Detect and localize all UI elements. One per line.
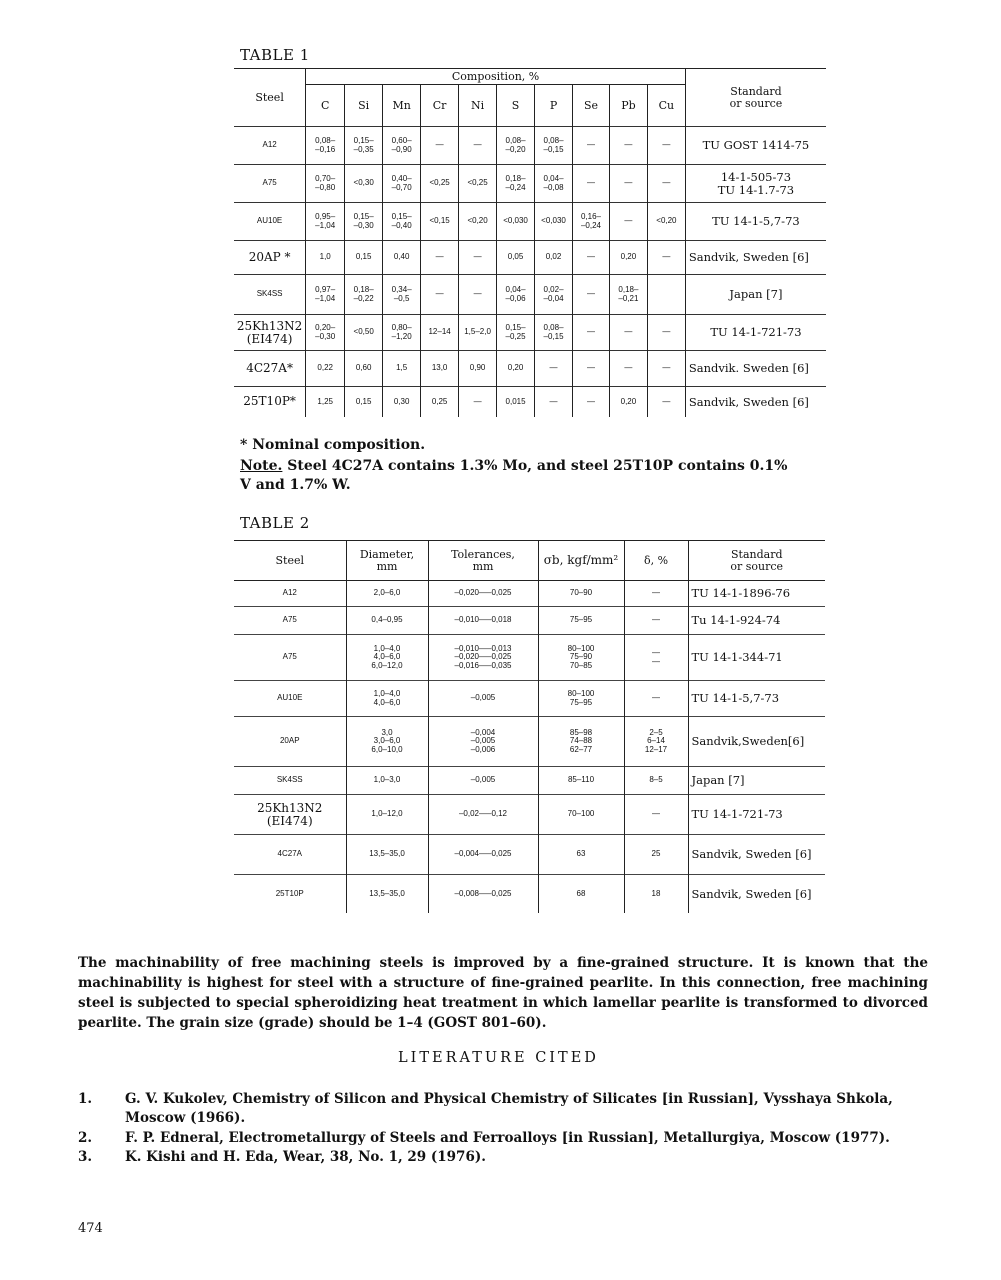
t1-cell: 0,20: [609, 241, 647, 275]
t2-diameter: 1,0–3,0: [346, 767, 428, 795]
t1-cell: 0,22: [306, 351, 345, 387]
t2-sigma: 70–90: [538, 581, 624, 607]
t1-header-steel: Steel: [255, 90, 284, 104]
t1-cell: 0,02: [535, 241, 573, 275]
table2-caption: TABLE 2: [240, 514, 310, 532]
t1-steel-name: 25T10P*: [234, 387, 306, 417]
t1-cell: 0,15– –0,35: [345, 127, 383, 165]
t1-cell: 0,70– –0,80: [306, 165, 345, 203]
t2-row: [234, 581, 825, 607]
t1-header-cr: Cr: [421, 85, 459, 127]
t1-standard: 14-1-505-73 TU 14-1.7-73: [685, 165, 826, 203]
t1-row: [234, 387, 826, 417]
table1-note: [240, 457, 800, 495]
t2-row: [234, 717, 825, 767]
t1-cell: 0,08– –0,20: [497, 127, 535, 165]
t1-cell: —: [647, 351, 685, 387]
t1-cell: <0,50: [345, 315, 383, 351]
t1-cell: 1,5–2,0: [459, 315, 497, 351]
t1-header-cu: Cu: [647, 85, 685, 127]
t2-tolerances: –0,004—–0,025: [428, 835, 538, 875]
t1-cell: —: [459, 275, 497, 315]
t1-cell: —: [421, 241, 459, 275]
t2-standard: TU 14-1-5,7-73: [688, 681, 825, 717]
t1-header-p: P: [535, 85, 573, 127]
t1-cell: —: [535, 387, 573, 417]
t1-row: [234, 127, 826, 165]
t1-steel-name: 4C27A*: [234, 351, 306, 387]
t1-cell: 0,15– –0,30: [345, 203, 383, 241]
t2-diameter: 1,0–4,0 4,0–6,0 6,0–12,0: [346, 635, 428, 681]
t1-cell: 0,40: [383, 241, 421, 275]
t2-tolerances: –0,020—–0,025: [428, 581, 538, 607]
t2-row: [234, 767, 825, 795]
t1-standard: Sandvik. Sweden [6]: [685, 351, 826, 387]
t1-cell: —: [459, 127, 497, 165]
t1-cell: —: [609, 165, 647, 203]
t1-header-mn: Mn: [383, 85, 421, 127]
t1-cell: —: [647, 165, 685, 203]
t2-steel: 4C27A: [277, 849, 302, 859]
t2-standard: TU 14-1-1896-76: [688, 581, 825, 607]
t2-diameter: 1,0–12,0: [346, 795, 428, 835]
t2-delta: —: [624, 681, 688, 717]
note-label: Note.: [240, 458, 283, 474]
t2-steel: AU10E: [277, 693, 303, 703]
reference-3-number: 3.: [78, 1149, 93, 1165]
t1-cell: 0,18– –0,21: [609, 275, 647, 315]
t2-delta: 8–5: [624, 767, 688, 795]
t2-row: [234, 635, 825, 681]
t1-cell: 0,97– –1,04: [306, 275, 345, 315]
t1-cell: —: [609, 203, 647, 241]
t1-header-se: Se: [573, 85, 610, 127]
t1-row: [234, 315, 826, 351]
t1-cell: 0,25: [421, 387, 459, 417]
t1-cell: —: [459, 387, 497, 417]
t1-cell: —: [573, 241, 610, 275]
t2-standard: Sandvik, Sweden [6]: [688, 875, 825, 913]
t2-delta: — —: [624, 635, 688, 681]
t2-steel: 25T10P: [275, 888, 304, 898]
t1-cell: 0,15: [345, 387, 383, 417]
t2-tolerances: –0,005: [428, 767, 538, 795]
t2-row: [234, 795, 825, 835]
t2-standard: TU 14-1-721-73: [688, 795, 825, 835]
t1-cell: <0,25: [459, 165, 497, 203]
t1-cell: 12–14: [421, 315, 459, 351]
t2-diameter: 1,0–4,0 4,0–6,0: [346, 681, 428, 717]
t2-sigma: 68: [538, 875, 624, 913]
t2-row: [234, 607, 825, 635]
t1-cell: 0,05: [497, 241, 535, 275]
t1-steel-name: 20AP *: [234, 241, 306, 275]
t2-standard: Sandvik,Sweden[6]: [688, 717, 825, 767]
t1-cell: —: [573, 275, 610, 315]
t2-tolerances: –0,02—–0,12: [428, 795, 538, 835]
t1-cell: —: [647, 241, 685, 275]
t1-cell: [647, 275, 685, 315]
t1-cell: 1,5: [383, 351, 421, 387]
t1-cell: 0,15: [345, 241, 383, 275]
reference-1: [78, 1090, 938, 1130]
t1-cell: —: [573, 315, 610, 351]
t1-cell: 0,20– –0,30: [306, 315, 345, 351]
reference-2-number: 2.: [78, 1130, 93, 1146]
t1-cell: —: [573, 165, 610, 203]
t2-sigma: 75–95: [538, 607, 624, 635]
t2-row: [234, 681, 825, 717]
t1-cell: 0,20: [497, 351, 535, 387]
t2-steel: A75: [282, 615, 297, 625]
t1-cell: 1,0: [306, 241, 345, 275]
t1-standard: Sandvik, Sweden [6]: [685, 241, 826, 275]
t1-cell: 0,08– –0,16: [306, 127, 345, 165]
t2-header-diameter: Diameter, mm: [346, 541, 428, 581]
reference-2-text: F. P. Edneral, Electrometallurgy of Steels and Ferroalloys [in Russian], Metallurgiya, Moscow (1977).: [125, 1130, 890, 1146]
t1-cell: 0,08– –0,15: [535, 127, 573, 165]
t2-diameter: 13,5–35,0: [346, 835, 428, 875]
t2-sigma: 70–100: [538, 795, 624, 835]
t2-sigma: 63: [538, 835, 624, 875]
t1-cell: 0,15– –0,25: [497, 315, 535, 351]
table2: [234, 540, 825, 913]
t1-cell: —: [647, 387, 685, 417]
t2-delta: —: [624, 607, 688, 635]
t2-header-delta: δ, %: [624, 541, 688, 581]
t1-cell: <0,30: [345, 165, 383, 203]
t1-cell: <0,030: [535, 203, 573, 241]
table1: [234, 68, 826, 417]
t2-header-sigma: σb, kgf/mm²: [538, 541, 624, 581]
t1-cell: —: [609, 315, 647, 351]
t1-header-s: S: [497, 85, 535, 127]
reference-1-text: G. V. Kukolev, Chemistry of Silicon and Physical Chemistry of Silicates [in Russian], Vysshaya Shkola, Moscow (1966).: [125, 1091, 893, 1126]
t1-cell: 0,15– –0,40: [383, 203, 421, 241]
t2-steel: 25Kh13N2 (EI474): [257, 800, 323, 828]
t1-cell: <0,20: [459, 203, 497, 241]
t1-standard: Japan [7]: [685, 275, 826, 315]
t2-header-standard: Standard or source: [688, 541, 825, 581]
t2-delta: 25: [624, 835, 688, 875]
t2-diameter: 3,0 3,0–6,0 6,0–10,0: [346, 717, 428, 767]
t1-cell: 0,60: [345, 351, 383, 387]
t2-tolerances: –0,008—–0,025: [428, 875, 538, 913]
t1-cell: 0,80– –1,20: [383, 315, 421, 351]
t1-steel-name: A12: [234, 127, 306, 165]
t1-row: [234, 241, 826, 275]
t1-cell: —: [573, 127, 610, 165]
t1-cell: —: [459, 241, 497, 275]
t1-cell: 0,20: [609, 387, 647, 417]
body-paragraph: The machinability of free machining steels is improved by a fine-grained structure. It is known that the machinability is highest for steel with a structure of fine-grained pearlite. In this connection, free machining steel is subjected to special spheroidizing heat treatment in which lamellar pearlite is transformed to divorced pearlite. The grain size (grade) should be 1–4 (GOST 801–60).: [78, 955, 928, 1031]
t1-standard: Sandvik, Sweden [6]: [685, 387, 826, 417]
t2-sigma: 80–100 75–95: [538, 681, 624, 717]
t1-steel-name: SK4SS: [234, 275, 306, 315]
t1-header-standard: Standard or source: [685, 69, 826, 127]
t2-steel: 20AP: [279, 736, 300, 746]
t1-header-pb: Pb: [609, 85, 647, 127]
table1-footnote: * Nominal composition.: [240, 437, 426, 453]
t1-steel-name: AU10E: [234, 203, 306, 241]
t1-cell: 0,95– –1,04: [306, 203, 345, 241]
t1-cell: 0,34– –0,5: [383, 275, 421, 315]
t1-cell: 0,02– –0,04: [535, 275, 573, 315]
t1-cell: —: [647, 315, 685, 351]
t1-cell: 1,25: [306, 387, 345, 417]
t2-diameter: 13,5–35,0: [346, 875, 428, 913]
t1-cell: 0,18– –0,22: [345, 275, 383, 315]
t1-cell: —: [573, 387, 610, 417]
t1-header-c: C: [306, 85, 345, 127]
t1-row: [234, 275, 826, 315]
t1-cell: <0,030: [497, 203, 535, 241]
t1-row: [234, 165, 826, 203]
t2-tolerances: –0,004 –0,005 –0,006: [428, 717, 538, 767]
t2-steel: A12: [282, 588, 297, 598]
t1-cell: 0,015: [497, 387, 535, 417]
t1-row: [234, 203, 826, 241]
t2-standard: Japan [7]: [688, 767, 825, 795]
t2-delta: 18: [624, 875, 688, 913]
t2-tolerances: –0,010—–0,018: [428, 607, 538, 635]
t1-cell: 0,08– –0,15: [535, 315, 573, 351]
t1-cell: 13,0: [421, 351, 459, 387]
t1-steel-name: A75: [234, 165, 306, 203]
t2-sigma: 85–98 74–88 62–77: [538, 717, 624, 767]
reference-1-number: 1.: [78, 1091, 93, 1107]
t1-cell: 0,40– –0,70: [383, 165, 421, 203]
t2-header-tolerances: Tolerances, mm: [428, 541, 538, 581]
t1-cell: —: [609, 351, 647, 387]
literature-heading: LITERATURE CITED: [398, 1050, 599, 1066]
t1-header-si: Si: [345, 85, 383, 127]
t1-header-composition: Composition, %: [306, 69, 686, 85]
reference-2: [78, 1129, 938, 1149]
t1-steel-name: 25Kh13N2 (EI474): [234, 315, 306, 351]
reference-3: [78, 1148, 938, 1168]
note-text: Steel 4C27A contains 1.3% Mo, and steel 25T10P contains 0.1% V and 1.7% W.: [240, 458, 788, 493]
t2-steel: SK4SS: [276, 775, 303, 785]
t1-cell: 0,18– –0,24: [497, 165, 535, 203]
t2-diameter: 0,4–0,95: [346, 607, 428, 635]
reference-3-text: K. Kishi and H. Eda, Wear, 38, No. 1, 29 (1976).: [125, 1149, 486, 1165]
t1-cell: —: [647, 127, 685, 165]
table1-caption: TABLE 1: [240, 46, 310, 64]
t1-standard: TU 14-1-5,7-73: [685, 203, 826, 241]
t1-cell: <0,20: [647, 203, 685, 241]
t1-row: [234, 351, 826, 387]
t1-cell: <0,25: [421, 165, 459, 203]
t2-tolerances: –0,010—–0,013 –0,020—–0,025 –0,016—–0,035: [428, 635, 538, 681]
t2-sigma: 80–100 75–90 70–85: [538, 635, 624, 681]
t1-cell: —: [573, 351, 610, 387]
t2-sigma: 85–110: [538, 767, 624, 795]
t1-cell: —: [421, 127, 459, 165]
t2-delta: —: [624, 581, 688, 607]
t1-standard: TU GOST 1414-75: [685, 127, 826, 165]
t1-cell: 0,04– –0,06: [497, 275, 535, 315]
t1-cell: 0,60– –0,90: [383, 127, 421, 165]
t2-standard: Sandvik, Sweden [6]: [688, 835, 825, 875]
t2-steel: A75: [282, 652, 297, 662]
t2-standard: Tu 14-1-924-74: [688, 607, 825, 635]
t2-row: [234, 835, 825, 875]
t1-cell: —: [421, 275, 459, 315]
t1-cell: 0,30: [383, 387, 421, 417]
t2-delta: —: [624, 795, 688, 835]
t1-cell: —: [535, 351, 573, 387]
t2-header-steel: Steel: [275, 553, 304, 567]
t2-delta: 2–5 6–14 12–17: [624, 717, 688, 767]
t2-diameter: 2,0–6,0: [346, 581, 428, 607]
t2-row: [234, 875, 825, 913]
t1-standard: TU 14-1-721-73: [685, 315, 826, 351]
t1-cell: 0,04– –0,08: [535, 165, 573, 203]
t1-header-ni: Ni: [459, 85, 497, 127]
t2-standard: TU 14-1-344-71: [688, 635, 825, 681]
t1-cell: 0,90: [459, 351, 497, 387]
t1-cell: —: [609, 127, 647, 165]
page-number: 474: [78, 1221, 103, 1236]
t1-cell: <0,15: [421, 203, 459, 241]
t2-tolerances: –0,005: [428, 681, 538, 717]
t1-cell: 0,16– –0,24: [573, 203, 610, 241]
